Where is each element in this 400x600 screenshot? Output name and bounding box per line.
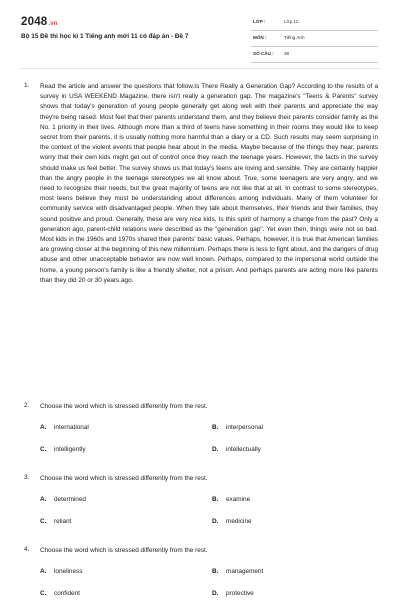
option-c[interactable]: [40, 518, 71, 525]
option-text: reliant: [54, 518, 72, 525]
question-text: Choose the word which is stressed differently from the rest.: [40, 475, 208, 482]
meta-key: LỚP :: [253, 19, 266, 24]
logo-suffix-text: .vn: [48, 21, 58, 27]
option-text: loneliness: [54, 568, 83, 575]
option-text: determined: [54, 496, 86, 503]
option-letter: C.: [40, 446, 47, 453]
page-header: [0, 0, 400, 64]
option-d[interactable]: [212, 446, 261, 453]
site-logo[interactable]: [21, 16, 58, 28]
meta-value: 38: [284, 51, 290, 56]
option-letter: A.: [40, 496, 47, 503]
question-number: 4.: [24, 546, 30, 553]
option-letter: D.: [212, 518, 219, 525]
logo-main-text: 2048: [21, 16, 48, 28]
meta-value: Lớp 11: [284, 19, 299, 24]
header-divider: [21, 68, 379, 69]
option-letter: B.: [212, 424, 219, 431]
option-letter: C.: [40, 518, 47, 525]
option-letter: D.: [212, 590, 219, 597]
option-letter: A.: [40, 568, 47, 575]
option-c[interactable]: [40, 446, 86, 453]
option-letter: B.: [212, 496, 219, 503]
question-text: Choose the word which is stressed differently from the rest.: [40, 547, 208, 554]
option-text: international: [54, 424, 89, 431]
option-text: confident: [54, 590, 80, 597]
option-a[interactable]: [40, 496, 86, 503]
meta-value: Tiếng Anh: [284, 35, 305, 40]
option-text: protective: [226, 590, 254, 597]
option-a[interactable]: [40, 568, 82, 575]
question-number: 2.: [24, 402, 30, 409]
option-text: management: [226, 568, 264, 575]
option-text: interpersonal: [226, 424, 263, 431]
meta-row-question-count: [250, 47, 378, 63]
option-letter: A.: [40, 424, 47, 431]
question-number: 3.: [24, 474, 30, 481]
meta-row-subject: [250, 31, 378, 47]
option-d[interactable]: [212, 518, 252, 525]
document-title: Bộ 15 Đề thi học kì 1 Tiếng anh mới 11 có đáp án - Đề 7: [21, 33, 189, 40]
option-c[interactable]: [40, 590, 80, 597]
option-text: intellectually: [226, 446, 261, 453]
option-d[interactable]: [212, 590, 254, 597]
option-a[interactable]: [40, 424, 89, 431]
option-letter: B.: [212, 568, 219, 575]
reading-passage: Read the article and answer the questions that follow.Is There Really a Generation Gap? According to the results of a survey in USA WEEKEND Magazine, there isn't really a generation gap. The magazine's "Teens & Parents" survey shows that today's generation of young people generally get along well with their parents and appreciate the way they're being raised. Most feel that their parents understand them, and they believe their parents consider family as the No. 1 priority in their lives. Although more than a third of teens have something in their rooms they would like to keep secret from their parents, it is usually nothing more harmful than a diary or a CD. Such results may seem surprising in the context of the violent events that people hear about in the media. Maybe because of the things they hear, parents worry that their own kids might get out of control once they reach the teenage years. However, the facts in the survey should make us feel better. The survey shows us that today's teens are loving and sensible. They are certainly happier than the angry people in the teenage stereotypes we all know about. True, some teenagers are very angry, and we need to recognize their needs, but the great majority of teens are not like that at all. In contrast to some stereotypes, most teens believe they must be understanding about differences among individuals. Many of them volunteer for community service with disadvantaged people. When they talk about themselves, their friends and their families, they sound positive and proud. Generally, these are very nice kids. Is this spirit of harmony a change from the past? Only a generation ago, parent-child relations were described as the "generation gap". Yet even then, things were not so bad. Most kids in the 1960s and 1970s shared their parents' basic values. Perhaps, however, it is true that American families are growing closer at the beginning of this new millennium. Perhaps there is less to fight about, and the dangers of drug abuse and other unacceptable behavior are now well known. Perhaps, compared to the impersonal world outside the home, a young person's family is like a friendly shelter, not a prison. And perhaps parents are acting more like parents than they did 20 or 30 years ago.: [40, 83, 378, 284]
question-text: Choose the word which is stressed differently from the rest.: [40, 403, 208, 410]
option-text: medicine: [226, 518, 252, 525]
option-b[interactable]: [212, 568, 263, 575]
question-number: 1.: [24, 82, 30, 89]
meta-row-grade: [250, 15, 378, 31]
option-b[interactable]: [212, 496, 250, 503]
option-letter: C.: [40, 590, 47, 597]
option-text: intelligently: [54, 446, 86, 453]
option-text: examine: [226, 496, 251, 503]
meta-info-table: [250, 15, 378, 63]
meta-key: SỐ CÂU :: [253, 51, 274, 56]
option-b[interactable]: [212, 424, 263, 431]
option-letter: D.: [212, 446, 219, 453]
meta-key: MÔN :: [253, 35, 267, 40]
